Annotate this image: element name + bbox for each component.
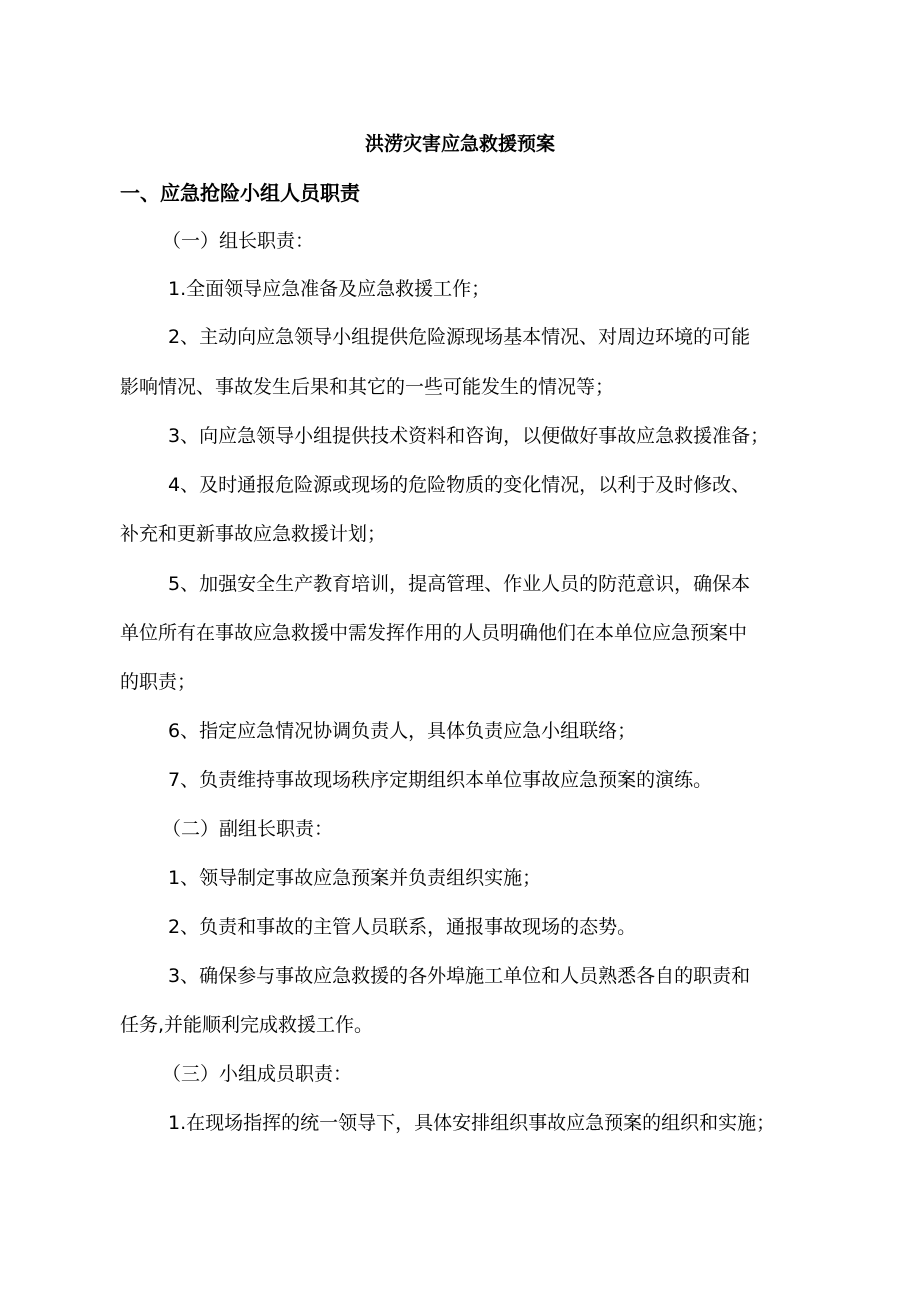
paragraph-line: 7、负责维持事故现场秩序定期组织本单位事故应急预案的演练。 [168, 769, 713, 791]
section-heading: 一、应急抢险小组人员职责 [120, 181, 360, 205]
subsection-heading: （一）组长职责： [162, 230, 315, 252]
paragraph-line: 1.在现场指挥的统一领导下，具体安排组织事故应急预案的组织和实施； [168, 1112, 776, 1134]
subsection-heading: （二）副组长职责： [162, 818, 334, 840]
paragraph-line: 的职责； [120, 671, 197, 693]
paragraph-line: 5、加强安全生产教育培训，提高管理、作业人员的防范意识，确保本 [168, 573, 751, 595]
paragraph-line: 1.全面领导应急准备及应急救援工作； [168, 278, 491, 300]
paragraph-line: 3、确保参与事故应急救援的各外埠施工单位和人员熟悉各自的职责和 [168, 965, 751, 987]
paragraph-line: 单位所有在事故应急救援中需发挥作用的人员明确他们在本单位应急预案中 [120, 622, 748, 644]
paragraph-line: 任务,并能顺利完成救援工作。 [120, 1014, 374, 1036]
paragraph-line: 2、负责和事故的主管人员联系，通报事故现场的态势。 [168, 916, 637, 938]
document-title: 洪涝灾害应急救援预案 [364, 133, 555, 155]
paragraph-line: 影响情况、事故发生后果和其它的一些可能发生的情况等； [120, 376, 615, 398]
paragraph-line: 4、及时通报危险源或现场的危险物质的变化情况，以利于及时修改、 [168, 474, 751, 496]
paragraph-line: 3、向应急领导小组提供技术资料和咨询，以便做好事故应急救援准备； [168, 425, 770, 447]
paragraph-line: 2、主动向应急领导小组提供危险源现场基本情况、对周边环境的可能 [168, 326, 751, 348]
paragraph-line: 补充和更新事故应急救援计划； [120, 523, 387, 545]
paragraph-line: 6、指定应急情况协调负责人，具体负责应急小组联络； [168, 720, 637, 742]
paragraph-line: 1、领导制定事故应急预案并负责组织实施； [168, 867, 542, 889]
subsection-heading: （三）小组成员职责： [162, 1063, 353, 1085]
